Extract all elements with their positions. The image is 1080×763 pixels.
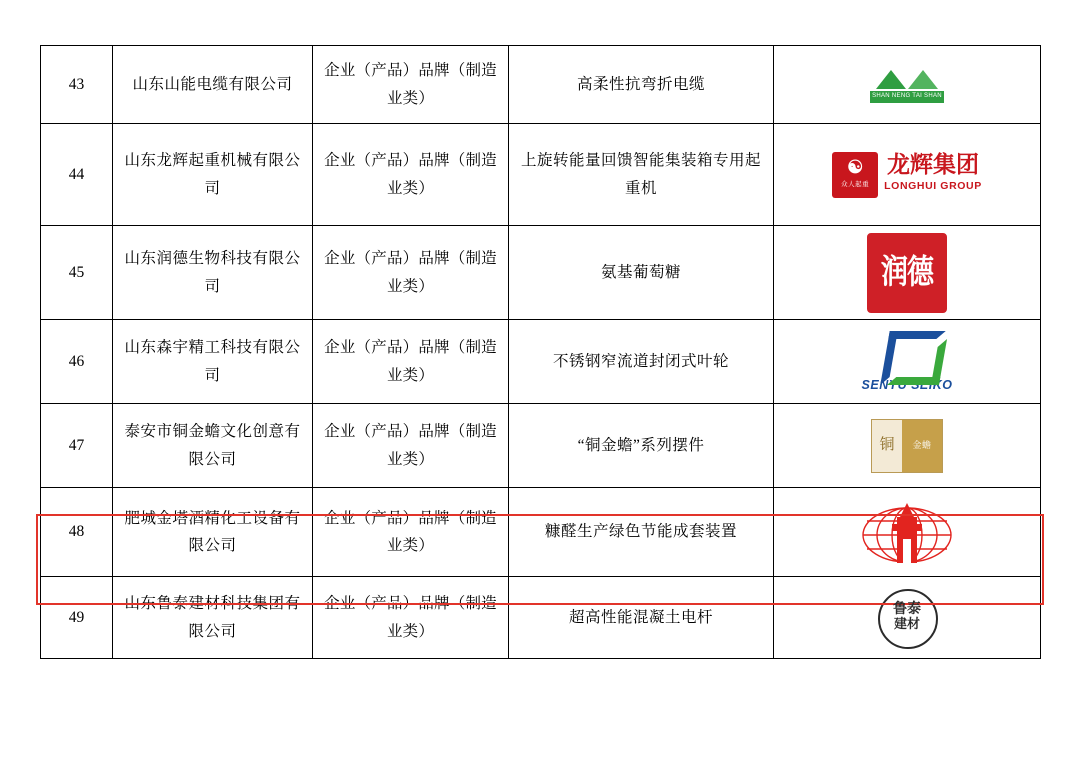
row-company-logo bbox=[774, 488, 1041, 577]
row-company-logo bbox=[774, 124, 1041, 226]
row-product-name: 超高性能混凝土电杆 bbox=[509, 577, 774, 659]
lutai-logo-text-2: 建材 bbox=[893, 616, 920, 632]
row-product-name: 不锈钢窄流道封闭式叶轮 bbox=[509, 320, 774, 404]
tongjin-logo-text-2: 金蟾 bbox=[902, 420, 942, 472]
table-row-highlighted bbox=[41, 488, 1041, 577]
longhui-emblem-icon: ☯ 众人起重 bbox=[832, 152, 878, 198]
row-company-logo bbox=[774, 577, 1041, 659]
longhui-logo-text-en: LONGHUI GROUP bbox=[884, 180, 982, 193]
table-row bbox=[41, 404, 1041, 488]
row-company-logo bbox=[774, 404, 1041, 488]
row-index: 47 bbox=[41, 404, 113, 488]
longhui-emblem-text: 众人起重 bbox=[841, 181, 870, 189]
runde-logo-text: 润德 bbox=[881, 253, 933, 292]
row-index: 48 bbox=[41, 488, 113, 577]
row-product-name: 糠醛生产绿色节能成套装置 bbox=[509, 488, 774, 577]
row-brand-category: 企业（产品）品牌（制造业类） bbox=[313, 46, 509, 124]
row-product-name: 高柔性抗弯折电缆 bbox=[509, 46, 774, 124]
row-brand-category: 企业（产品）品牌（制造业类） bbox=[313, 577, 509, 659]
table-row bbox=[41, 577, 1041, 659]
mountain-icon bbox=[874, 67, 940, 89]
award-list-table bbox=[40, 45, 1041, 659]
tongjinchan-logo bbox=[871, 419, 943, 473]
row-company-name: 泰安市铜金蟾文化创意有限公司 bbox=[113, 404, 313, 488]
letter-s-icon bbox=[881, 327, 933, 373]
row-brand-category: 企业（产品）品牌（制造业类） bbox=[313, 404, 509, 488]
table-row bbox=[41, 46, 1041, 124]
row-index: 46 bbox=[41, 320, 113, 404]
row-product-name: “铜金蟾”系列摆件 bbox=[509, 404, 774, 488]
shanneng-logo-text: SHAN NENG TAI SHAN bbox=[870, 91, 944, 103]
lutai-logo-text-1: 鲁泰 bbox=[893, 602, 921, 618]
row-company-name: 山东润德生物科技有限公司 bbox=[113, 226, 313, 320]
table-row bbox=[41, 320, 1041, 404]
table-row bbox=[41, 124, 1041, 226]
row-company-logo bbox=[774, 320, 1041, 404]
senyu-seiko-logo bbox=[862, 327, 953, 397]
longhui-logo-text-cn: 龙辉集团 bbox=[886, 152, 979, 179]
row-company-logo bbox=[774, 226, 1041, 320]
row-index: 43 bbox=[41, 46, 113, 124]
runde-seal-logo bbox=[867, 233, 947, 313]
longhui-group-logo bbox=[832, 152, 982, 198]
row-company-name: 肥城金塔酒精化工设备有限公司 bbox=[113, 488, 313, 577]
row-brand-category: 企业（产品）品牌（制造业类） bbox=[313, 226, 509, 320]
shanneng-cable-logo bbox=[870, 67, 944, 103]
table-row bbox=[41, 226, 1041, 320]
row-index: 45 bbox=[41, 226, 113, 320]
row-company-name: 山东鲁泰建材科技集团有限公司 bbox=[113, 577, 313, 659]
lutai-logo bbox=[878, 589, 936, 647]
row-brand-category: 企业（产品）品牌（制造业类） bbox=[313, 124, 509, 226]
row-company-name: 山东龙辉起重机械有限公司 bbox=[113, 124, 313, 226]
row-index: 44 bbox=[41, 124, 113, 226]
jinta-globe-tower-logo bbox=[851, 495, 963, 569]
row-brand-category: 企业（产品）品牌（制造业类） bbox=[313, 320, 509, 404]
row-company-logo bbox=[774, 46, 1041, 124]
row-product-name: 上旋转能量回馈智能集装箱专用起重机 bbox=[509, 124, 774, 226]
globe-tower-icon bbox=[851, 495, 963, 569]
row-brand-category: 企业（产品）品牌（制造业类） bbox=[313, 488, 509, 577]
senyu-logo-text: SENYU SEIKO bbox=[861, 377, 953, 392]
row-index: 49 bbox=[41, 577, 113, 659]
row-product-name: 氨基葡萄糖 bbox=[509, 226, 774, 320]
row-company-name: 山东山能电缆有限公司 bbox=[113, 46, 313, 124]
tongjin-logo-text-1: 铜 bbox=[872, 420, 902, 472]
row-company-name: 山东森宇精工科技有限公司 bbox=[113, 320, 313, 404]
